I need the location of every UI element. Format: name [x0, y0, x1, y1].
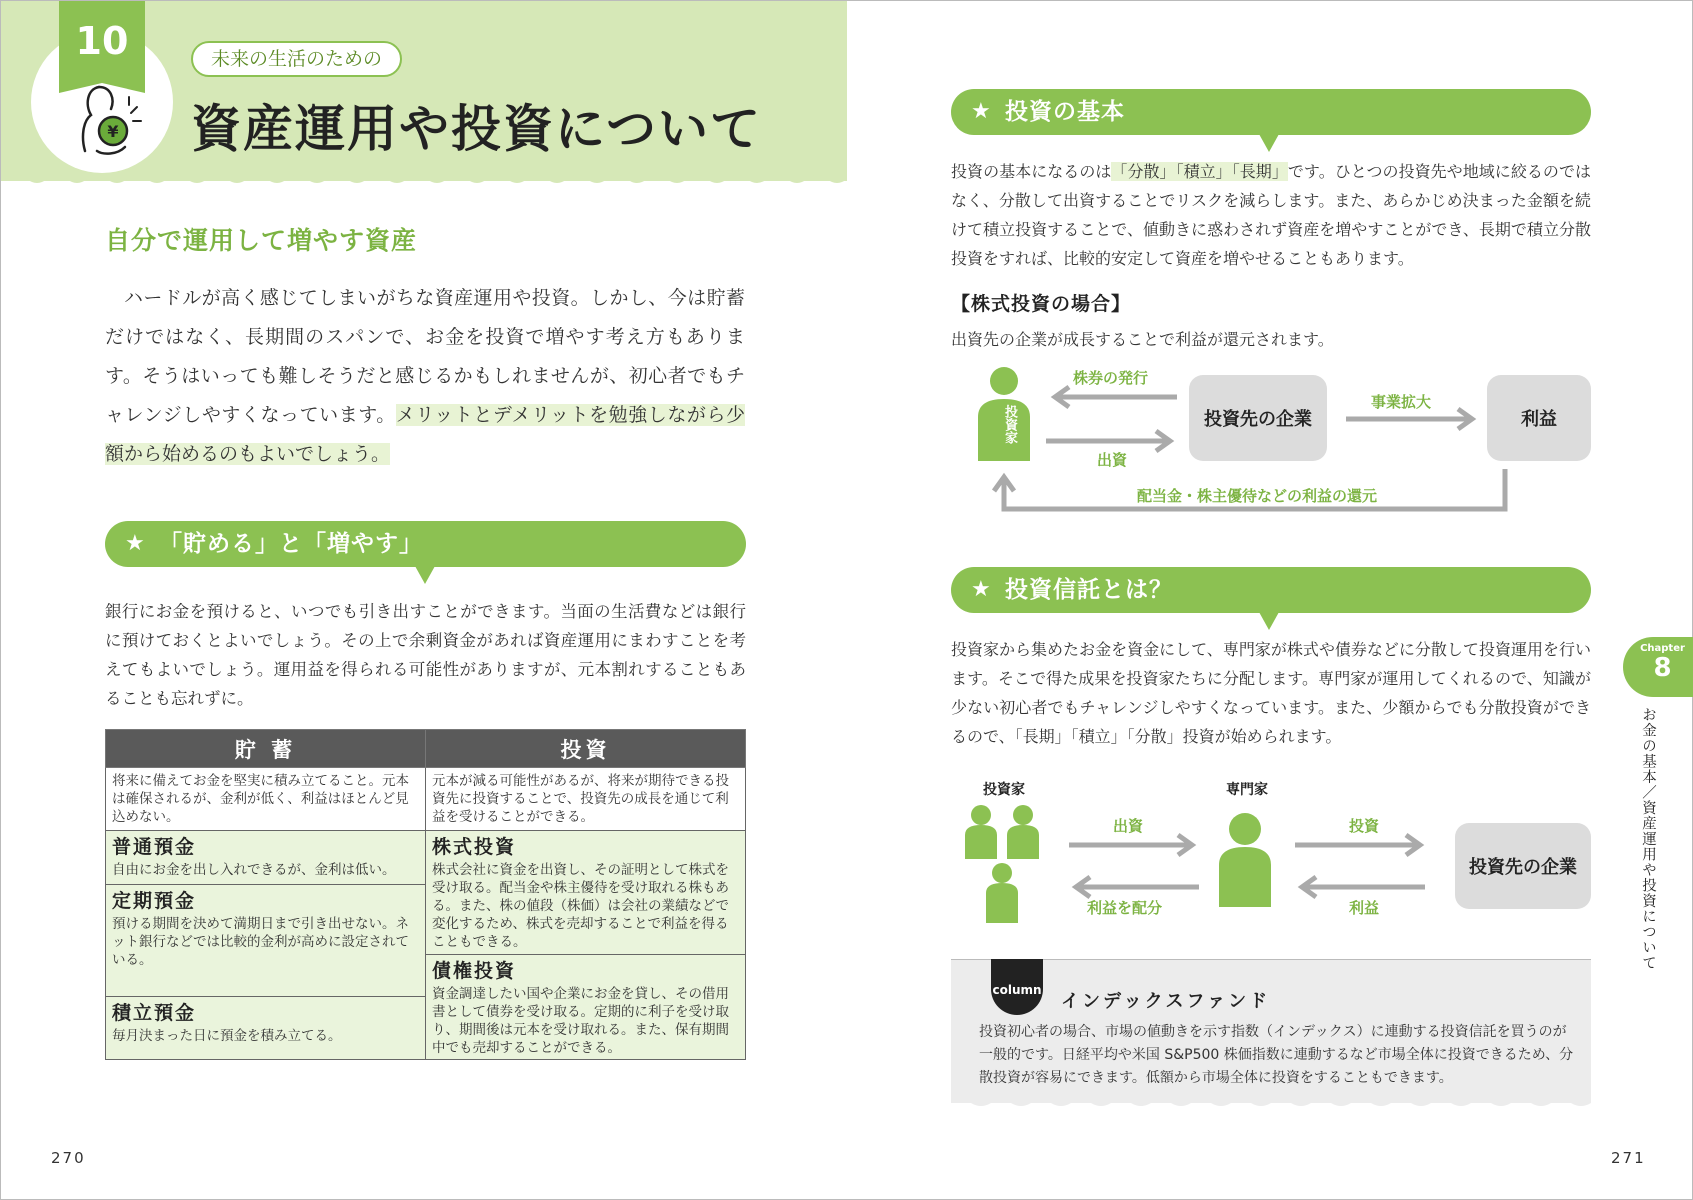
- person-icon: [965, 825, 997, 859]
- table-item-time-deposit: [106, 885, 425, 997]
- table-item-desc: 毎月決まった日に預金を積み立てる。: [112, 1028, 342, 1044]
- table-item-stock-investment: [426, 831, 745, 955]
- chapter-number: 10: [75, 19, 129, 63]
- column-badge: column: [991, 959, 1043, 1015]
- mascot-icon: [69, 81, 149, 161]
- person-icon: [986, 883, 1018, 923]
- basics-text-pre: 投資の基本になるのは: [951, 162, 1112, 181]
- person-icon: [1007, 825, 1039, 859]
- invest-label: 出資: [1097, 451, 1128, 469]
- header-wave: [1, 173, 847, 189]
- section-heading: 「貯める」と「増やす」: [159, 531, 423, 557]
- distribute-label: 利益を配分: [1087, 899, 1163, 917]
- section-bar-trust: [951, 567, 1591, 613]
- lead-paragraph: [105, 279, 745, 474]
- basics-heading: 投資の基本: [1005, 99, 1125, 125]
- section-bar-save-grow: [105, 521, 746, 567]
- expand-label: 事業拡大: [1371, 393, 1432, 411]
- invest-label-2: 投資: [1349, 817, 1380, 835]
- person-icon: [1229, 813, 1261, 845]
- profit-box: 利益: [1487, 375, 1591, 461]
- return-label: 配当金・株主優待などの利益の還元: [1137, 487, 1378, 505]
- expert-label: 専門家: [1226, 782, 1268, 798]
- profit-label: 利益: [1349, 899, 1380, 917]
- chapter-tab: [1623, 637, 1693, 697]
- table-item-title: 積立預金: [112, 1002, 197, 1024]
- basics-highlight: 「分散」「積立」「長期」: [1111, 162, 1288, 181]
- chapter-tab-number: 8: [1653, 653, 1672, 683]
- subheading: 自分で運用して増やす資産: [105, 226, 418, 255]
- trust-heading: 投資信託とは？: [1005, 577, 1173, 603]
- table-intro-savings: 将来に備えてお金を堅実に積み立てること。元本は確保されるが、金利が低く、利益はほとんど見込めない。: [106, 768, 426, 831]
- lead-highlight: メリットとデメリットを勉強しながら少額から始めるのもよいでしょう。: [105, 404, 746, 465]
- table-item-desc: 資金調達したい国や企業にお金を貸し、その借用書として債券を受け取る。定期的に利子を受け取り、期間後は元本を受け取れる。また、保有期間中でも売却することができる。: [432, 986, 729, 1056]
- table-investment-items: [426, 831, 746, 1060]
- column-text: 投資初心者の場合、市場の値動きを示す指数（インデックス）に連動する投資信託を買うのが一般的です。日経平均や米国 S&P500 株価指数に連動するなど市場全体に投資できるため、分散投資が容易にできます。低額から市場全体に投資をすることもできます。: [979, 1024, 1574, 1086]
- table-header-investment: 投資: [426, 730, 746, 768]
- basics-text-post: です。ひとつの投資先や地域に絞るのではなく、分散して出資することでリスクを減らします。また、あらかじめ決まった金額を続けて積立投資することで、値動きに惑わされず資産を増やすことができ、長期で積立分散投資をすれば、比較的安定して資産を増やせることもあります。: [951, 162, 1591, 268]
- trust-company-box: 投資先の企業: [1455, 823, 1591, 909]
- bar-tail: [1259, 612, 1279, 630]
- star-icon: ★: [971, 577, 992, 602]
- lead-text: ハードルが高く感じてしまいがちな資産運用や投資。しかし、今は貯蓄だけではなく、長期間のスパンで、お金を投資で増やす考え方もあります。そうはいっても難しそうだと感じるかもしれませんが、初心者でもチャレンジしやすくなっています。: [105, 287, 745, 426]
- page-title: 資産運用や投資について: [191, 100, 762, 158]
- left-page: [1, 1, 847, 1200]
- table-item-title: 株式投資: [432, 836, 517, 858]
- table-item-desc: 預ける期間を決めて満期日まで引き出せない。ネット銀行などでは比較的金利が高めに設定されている。: [112, 916, 409, 968]
- stock-subtext: 出資先の企業が成長することで利益が還元されます。: [951, 330, 1334, 349]
- column-title: インデックスファンド: [1061, 991, 1271, 1012]
- comparison-table: [105, 729, 746, 1060]
- person-icon: [992, 863, 1012, 883]
- table-item-installment-deposit: [106, 997, 425, 1059]
- chapter-pill: 未来の生活のための: [191, 41, 402, 77]
- table-item-title: 普通預金: [112, 836, 197, 858]
- svg-text:¥: ¥: [107, 122, 119, 141]
- section-body: 銀行にお金を預けると、いつでも引き出すことができます。当面の生活費などは銀行に預けておくとよいでしょう。その上で余剰資金があれば資産運用にまわすことを考えてもよいでしょう。運用益を得られる可能性がありますが、元本割れすることもあることも忘れずに。: [105, 602, 746, 708]
- running-head-vertical: お金の基本／資産運用や投資について: [1640, 707, 1656, 971]
- table-item-ordinary-deposit: [106, 831, 425, 885]
- table-savings-items: [106, 831, 426, 1060]
- company-box: 投資先の企業: [1189, 375, 1327, 461]
- star-icon: ★: [125, 531, 146, 556]
- person-icon: [1219, 847, 1271, 907]
- section-bar-basics: [951, 89, 1591, 135]
- issue-label: 株券の発行: [1073, 369, 1149, 387]
- trust-body: 投資家から集めたお金を資金にして、専門家が株式や債券などに分散して投資運用を行います。そこで得た成果を投資家たちに分配します。専門家が運用してくれるので、知識が少ない初心者でもチャレンジしやすくなっています。また、少額からでも分散投資ができるので、「長期」「積立」「分散」投資が始められます。: [951, 640, 1591, 746]
- table-item-desc: 株式会社に資金を出資し、その証明として株式を受け取る。配当金や株主優待を受け取れる株もある。また、株の値段（株価）は会社の業績などで変化するため、株式を売却することで利益を得ることもできる。: [432, 862, 729, 950]
- bar-tail: [1259, 134, 1279, 152]
- table-item-desc: 自由にお金を出し入れできるが、金利は低い。: [112, 862, 396, 878]
- table-header-savings: 貯 蓄: [106, 730, 426, 768]
- stock-heading: 【株式投資の場合】: [951, 293, 1132, 315]
- bar-tail: [415, 566, 435, 584]
- table-item-bond-investment: [426, 955, 745, 1059]
- column-wave: [951, 1099, 1591, 1109]
- fund-label: 出資: [1113, 817, 1144, 835]
- investors-label: 投資家: [983, 782, 1025, 798]
- person-icon: [971, 805, 991, 825]
- page-number-left: 270: [51, 1149, 86, 1167]
- person-icon: [990, 367, 1018, 395]
- star-icon: ★: [971, 99, 992, 124]
- page-number-right: 271: [1611, 1149, 1646, 1167]
- table-item-title: 債権投資: [432, 960, 517, 982]
- table-intro-investment: 元本が減る可能性があるが、将来が期待できる投資先に投資することで、投資先の成長を通じて利益を受けることができる。: [426, 768, 746, 831]
- basics-body: [951, 157, 1591, 273]
- investor-label: 投資家: [1002, 405, 1017, 444]
- chapter-tab-label: Chapter: [1640, 643, 1685, 654]
- table-item-title: 定期預金: [112, 890, 197, 912]
- person-icon: [1013, 805, 1033, 825]
